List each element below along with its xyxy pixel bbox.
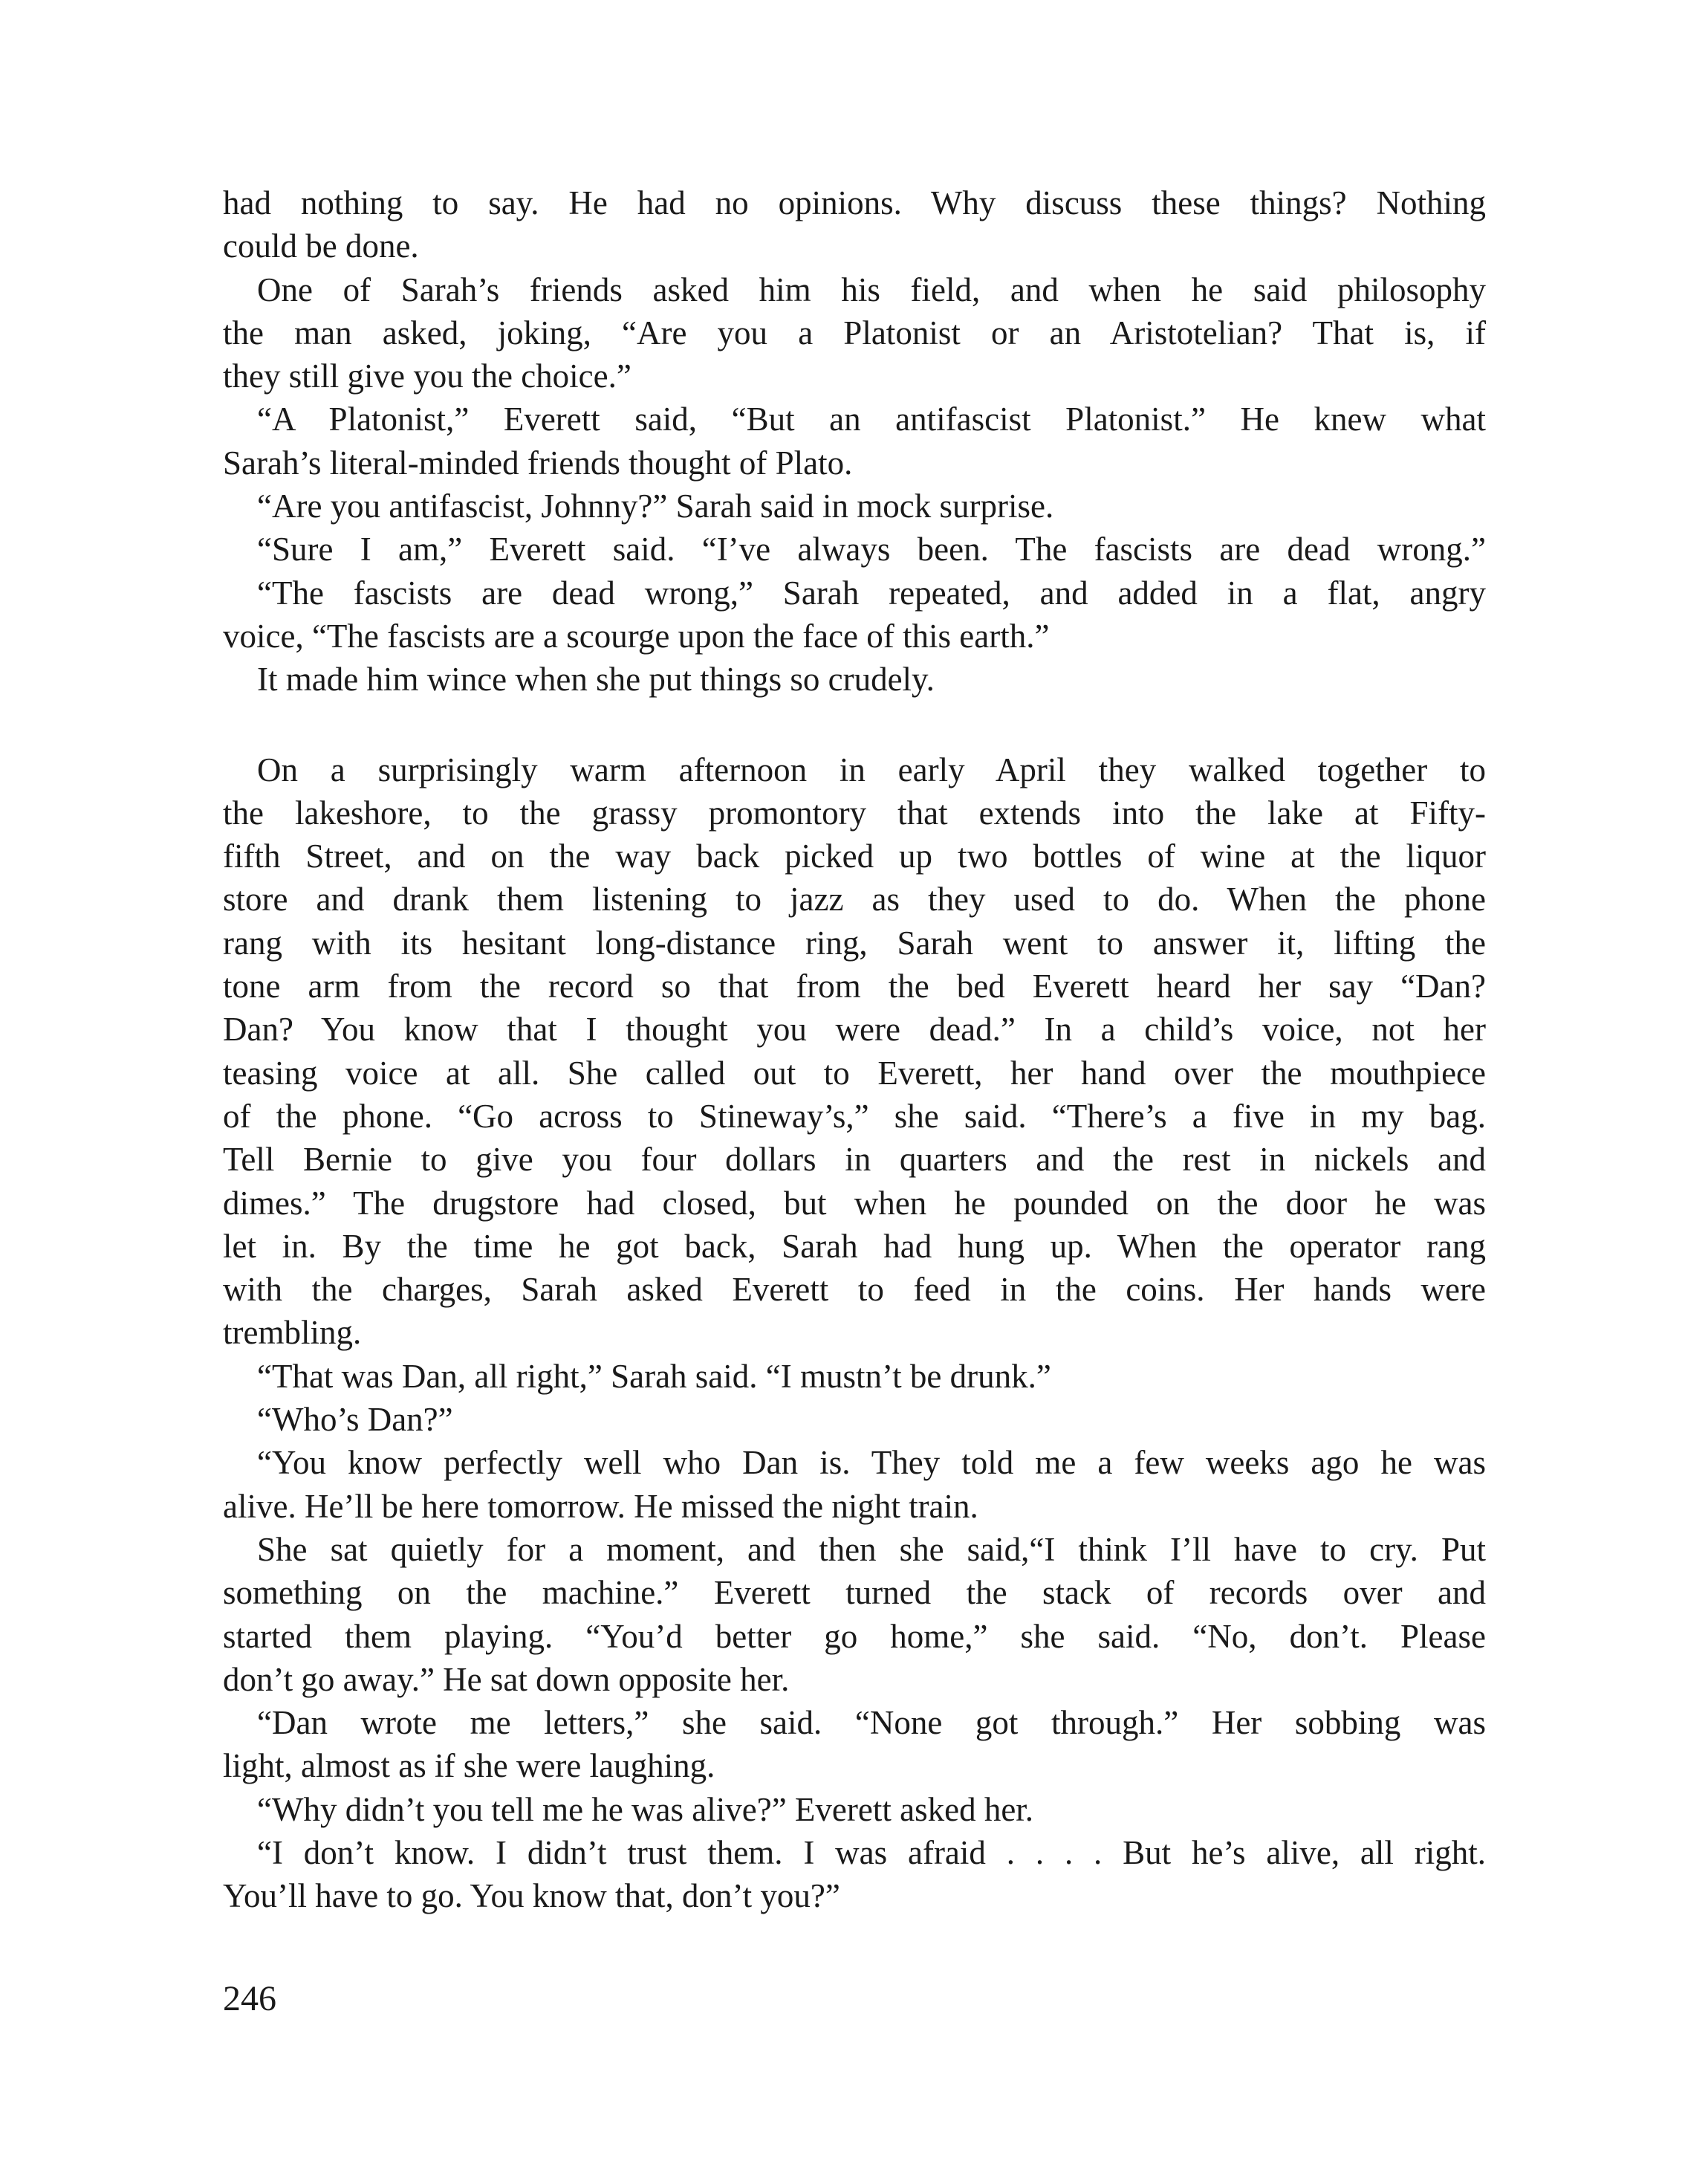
text-line: “Are you antifascist, Johnny?” Sarah said in mock surprise. — [257, 488, 1054, 525]
text-line: “The fascists are dead wrong,” Sarah repeated, and added in a flat, angry — [257, 574, 1486, 612]
text-line: something on the machine.” Everett turned the stack of records over and — [223, 1574, 1486, 1612]
text-line: fifth Street, and on the way back picked up two bottles of wine at the liquor — [223, 838, 1486, 875]
text-line: One of Sarah’s friends asked him his field, and when he said philosophy — [257, 271, 1486, 308]
text-line: the lakeshore, to the grassy promontory that extends into the lake at Fifty- — [223, 794, 1486, 832]
text-line: rang with its hesitant long-distance ring, Sarah went to answer it, lifting the — [223, 924, 1486, 962]
text-line: “I don’t know. I didn’t trust them. I was afraid . . . . But he’s alive, all right. — [257, 1833, 1486, 1871]
text-line: On a surprisingly warm afternoon in early April they walked together to — [257, 751, 1486, 788]
text-line: voice, “The fascists are a scourge upon the face of this earth.” — [223, 617, 1050, 655]
text-line: they still give you the choice.” — [223, 357, 631, 395]
text-line: “You know perfectly well who Dan is. They told me a few weeks ago he was — [257, 1444, 1486, 1482]
text-line: “Why didn’t you tell me he was alive?” Everett asked her. — [257, 1790, 1034, 1828]
text-line: “That was Dan, all right,” Sarah said. “I mustn’t be drunk.” — [257, 1357, 1051, 1395]
text-line: Dan? You know that I thought you were dead.” In a child’s voice, not her — [223, 1011, 1486, 1049]
text-line: She sat quietly for a moment, and then she said,“I think I’ll have to cry. Put — [257, 1530, 1486, 1568]
text-line: tone arm from the record so that from the bed Everett heard her say “Dan? — [223, 968, 1486, 1005]
text-line: You’ll have to go. You know that, don’t you?” — [223, 1877, 840, 1915]
section-break — [223, 702, 1486, 748]
section-one — [223, 181, 1486, 702]
text-line: Sarah’s literal-minded friends thought of Plato. — [223, 444, 853, 482]
text-line: had nothing to say. He had no opinions. Why discuss these things? Nothing — [223, 184, 1486, 221]
page-number: 246 — [223, 1979, 276, 2018]
text-line: don’t go away.” He sat down opposite her. — [223, 1660, 790, 1698]
text-line: alive. He’ll be here tomorrow. He missed the night train. — [223, 1487, 978, 1525]
text-line: “Sure I am,” Everett said. “I’ve always been. The fascists are dead wrong.” — [257, 531, 1486, 569]
text-line: the man asked, joking, “Are you a Platonist or an Aristotelian? That is, if — [223, 314, 1486, 352]
text-line: trembling. — [223, 1314, 362, 1352]
text-line: could be done. — [223, 227, 419, 265]
text-line: “Dan wrote me letters,” she said. “None got through.” Her sobbing was — [257, 1704, 1486, 1742]
text-line: with the charges, Sarah asked Everett to feed in the coins. Her hands were — [223, 1271, 1486, 1309]
text-line: store and drank them listening to jazz as they used to do. When the phone — [223, 881, 1486, 919]
text-line: let in. By the time he got back, Sarah had hung up. When the operator rang — [223, 1227, 1486, 1265]
text-line: of the phone. “Go across to Stineway’s,” she said. “There’s a five in my bag. — [223, 1097, 1486, 1135]
book-page-text — [223, 181, 1486, 1918]
text-line: teasing voice at all. She called out to Everett, her hand over the mouthpiece — [223, 1054, 1486, 1092]
text-line: “A Platonist,” Everett said, “But an antifascist Platonist.” He knew what — [257, 401, 1486, 438]
text-line: “Who’s Dan?” — [257, 1401, 453, 1439]
text-line: Tell Bernie to give you four dollars in quarters and the rest in nickels and — [223, 1141, 1486, 1179]
text-line: dimes.” The drugstore had closed, but when he pounded on the door he was — [223, 1184, 1486, 1222]
text-line: started them playing. “You’d better go home,” she said. “No, don’t. Please — [223, 1617, 1486, 1655]
section-two — [223, 748, 1486, 1918]
text-line: It made him wince when she put things so crudely. — [257, 661, 935, 699]
text-line: light, almost as if she were laughing. — [223, 1747, 715, 1785]
